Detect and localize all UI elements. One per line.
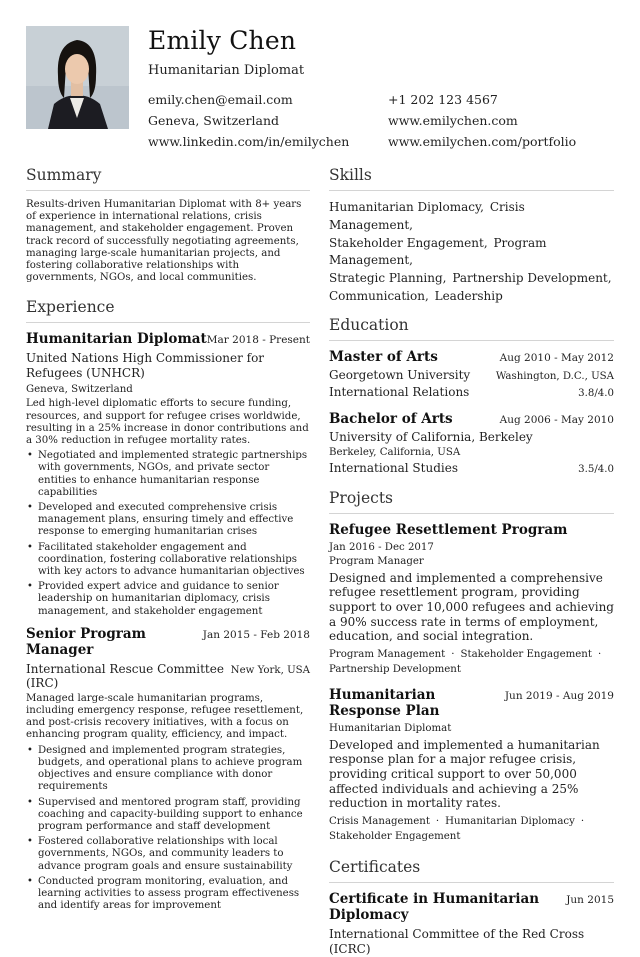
job-description: Managed large-scale humanitarian programs, including emergency response, refugee resettlement, and post-crisis recovery initiatives, with a focus on enhancing program quality, efficiency, and impact.: [26, 692, 304, 741]
project-dates: Jun 2019 - Aug 2019: [504, 689, 614, 702]
skills-list: [329, 199, 614, 306]
job-description: Led high-level diplomatic efforts to secure funding, resources, and support for refugee crises worldwide, resulting in a 25% increase in donor contributions and a 30% reduction in refugee mortality rates.: [26, 398, 309, 447]
education-dates: Aug 2006 - May 2010: [499, 413, 614, 426]
projects-section: [329, 489, 614, 844]
project-tag: Stakeholder Engagement: [329, 830, 461, 842]
job-entry: [26, 626, 310, 912]
project-tag: Stakeholder Engagement: [460, 648, 592, 660]
project-title: Refugee Resettlement Program: [329, 521, 568, 538]
candidate-title: Humanitarian Diplomat: [148, 63, 305, 78]
job-bullets: [26, 450, 310, 618]
field-of-study: International Relations: [329, 384, 470, 399]
degree: Master of Arts: [329, 348, 438, 365]
certificates-heading: Certificates: [329, 858, 614, 883]
education-dates: Aug 2010 - May 2012: [499, 351, 614, 364]
skill-item: Stakeholder Engagement,: [329, 235, 488, 250]
contact-website[interactable]: www.emilychen.com: [388, 113, 518, 128]
contact-phone[interactable]: +1 202 123 4567: [388, 92, 498, 107]
project-description: Developed and implemented a humanitarian response plan for a major refugee crisis, providing critical support to over 50,000 affected individuals and achieving a 25% reduction in mortality rates.: [329, 737, 600, 811]
job-bullet: • Developed and executed comprehensive crisis management plans, ensuring timely and effective response to emerging humanitarian crises: [26, 502, 310, 539]
summary-text: Results-driven Humanitarian Diplomat with 8+ years of experience in international relations, crisis management, and stakeholder engagement. Proven track record of successfully negotiating agreements, managing large-scale humanitarian projects, and fostering collaborative relationships with governments, NGOs, and local communities.: [26, 199, 302, 284]
job-entry: [26, 331, 310, 617]
gpa: 3.5/4.0: [578, 463, 614, 475]
skills-section: [329, 166, 614, 306]
project-description: Designed and implemented a comprehensive refugee resettlement program, providing support to over 10,000 refugees and achieving a 90% success rate in terms of employment, education, and social integration.: [329, 570, 614, 644]
project-entry: [329, 687, 614, 844]
job-location: Geneva, Switzerland: [26, 384, 133, 396]
skill-item: Strategic Planning,: [329, 271, 447, 286]
job-dates: Jan 2015 - Feb 2018: [202, 628, 310, 641]
skill-item: Leadership: [434, 288, 503, 303]
job-bullet: • Fostered collaborative relationships with local governments, NGOs, and community leaders to advance program goals and ensure sustainability: [26, 836, 310, 873]
certificate-title: Certificate in Humanitarian Diplomacy: [329, 890, 540, 923]
skill-item: Crisis Management,: [329, 200, 525, 232]
project-tag: Program Management: [329, 648, 446, 660]
project-role: Humanitarian Diplomat: [329, 722, 452, 734]
left-column: [26, 166, 310, 915]
project-entry: [329, 522, 614, 677]
project-role: Program Manager: [329, 555, 424, 567]
experience-section: [26, 298, 310, 912]
contact-linkedin[interactable]: www.linkedin.com/in/emilychen: [148, 134, 350, 149]
school: University of California, Berkeley: [329, 429, 533, 444]
education-section: [329, 316, 614, 475]
right-column: [329, 166, 614, 957]
project-tag: Crisis Management: [329, 815, 430, 827]
projects-heading: Projects: [329, 489, 614, 514]
skill-item: Communication,: [329, 288, 429, 303]
summary-heading: Summary: [26, 166, 310, 191]
job-bullet: • Supervised and mentored program staff, providing coaching and capacity-building support to enhance program performance and staff development: [26, 797, 310, 834]
project-tag: Partnership Development: [329, 663, 461, 675]
skill-item: Humanitarian Diplomacy,: [329, 200, 484, 214]
contact-portfolio[interactable]: www.emilychen.com/portfolio: [388, 134, 577, 149]
gpa: 3.8/4.0: [578, 387, 614, 399]
project-dates: Jan 2016 - Dec 2017: [329, 541, 434, 553]
skills-heading: Skills: [329, 166, 614, 191]
job-dates: Mar 2018 - Present: [206, 334, 310, 347]
job-organization: International Rescue Committee (IRC): [26, 661, 224, 690]
certificates-section: [329, 858, 614, 957]
job-bullet: • Conducted program monitoring, evaluation, and learning activities to assess program effectiveness and identify areas for improvement: [26, 876, 310, 913]
project-title: Humanitarian Response Plan: [329, 686, 440, 719]
profile-photo: [26, 26, 129, 129]
certificate-date: Jun 2015: [566, 893, 614, 906]
candidate-name: Emily Chen: [148, 26, 297, 55]
contact-location: Geneva, Switzerland: [148, 113, 280, 128]
project-tags: Crisis Management · Humanitarian Diplomacy · Stakeholder Engagement: [329, 815, 585, 842]
certificate-issuer: International Committee of the Red Cross (ICRC): [329, 926, 585, 956]
school: Georgetown University: [329, 367, 471, 382]
summary-section: [26, 166, 310, 284]
job-bullet: • Provided expert advice and guidance to senior leadership on humanitarian diplomacy, crisis management, and stakeholder engagement: [26, 581, 310, 618]
experience-heading: Experience: [26, 298, 310, 323]
education-entry: [329, 349, 614, 399]
job-organization: United Nations High Commissioner for Refugees (UNHCR): [26, 351, 265, 381]
skill-item: Program Management,: [329, 235, 547, 268]
field-of-study: International Studies: [329, 460, 458, 475]
contact-email[interactable]: emily.chen@email.com: [148, 92, 293, 107]
degree: Bachelor of Arts: [329, 410, 453, 427]
project-tag: Humanitarian Diplomacy: [445, 815, 575, 827]
job-title: Senior Program Manager: [26, 625, 146, 658]
project-tags: Program Management · Stakeholder Engagement · Partnership Development: [329, 648, 602, 675]
job-location: New York, USA: [230, 664, 310, 676]
job-bullets: [26, 745, 310, 913]
job-bullet: • Negotiated and implemented strategic partnerships with governments, NGOs, and private sector entities to enhance humanitarian response capabilities: [26, 450, 310, 499]
education-entry: [329, 411, 614, 475]
skill-item: Partnership Development,: [452, 271, 612, 286]
school-location: Washington, D.C., USA: [495, 370, 614, 382]
job-title: Humanitarian Diplomat: [26, 331, 207, 348]
education-heading: Education: [329, 316, 614, 341]
certificate-entry: [329, 891, 614, 957]
job-bullet: • Facilitated stakeholder engagement and coordination, fostering collaborative relationships with key actors to advance humanitarian objectives: [26, 542, 310, 579]
job-bullet: • Designed and implemented program strategies, budgets, and operational plans to achieve program objectives and ensure compliance with donor requirements: [26, 745, 310, 794]
school-location: Berkeley, California, USA: [329, 446, 461, 458]
